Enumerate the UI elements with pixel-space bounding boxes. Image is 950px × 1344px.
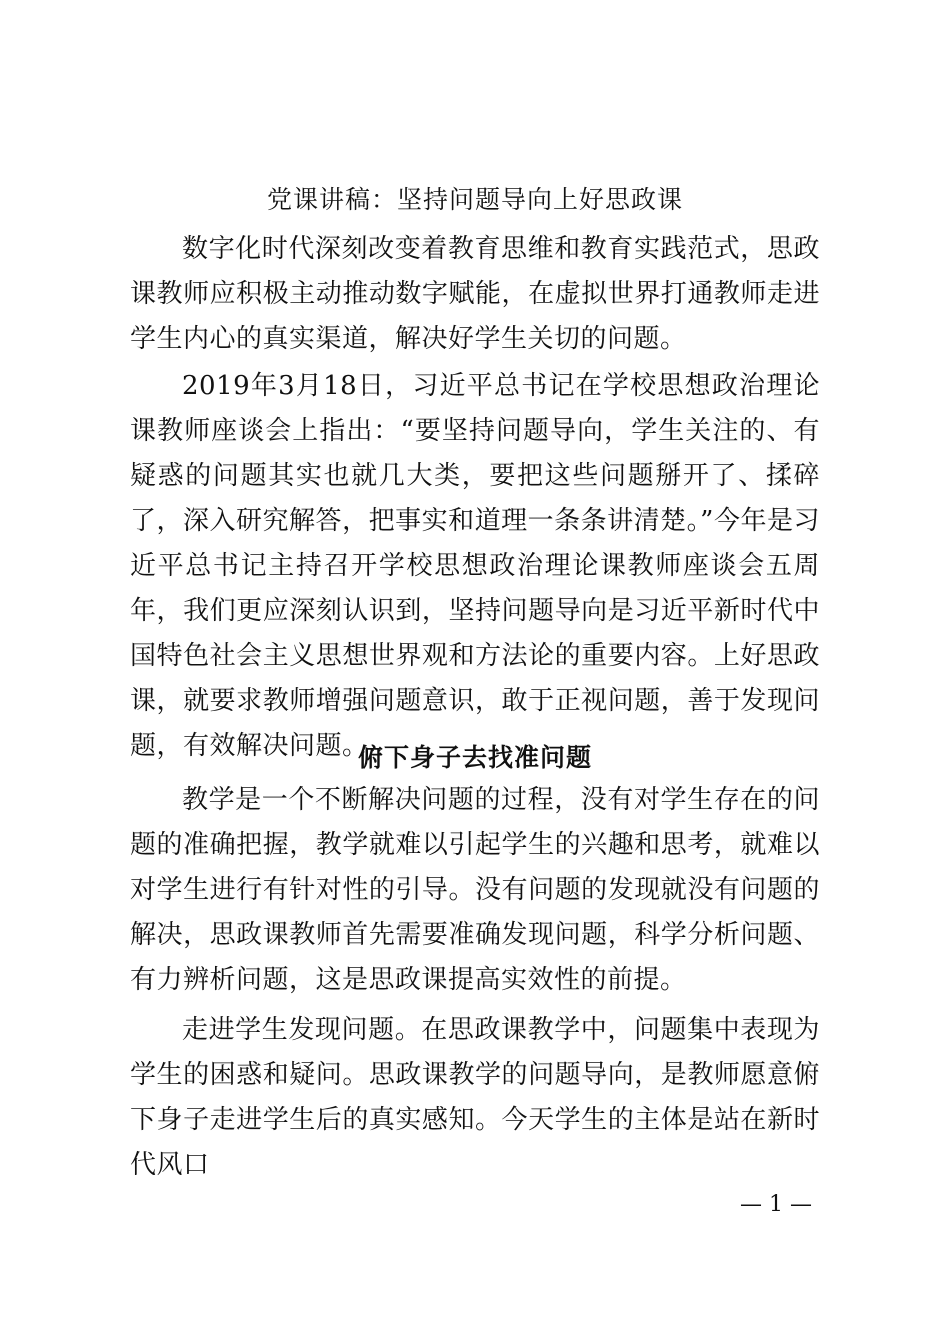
paragraph-teaching: 教学是一个不断解决问题的过程，没有对学生存在的问题的准确把握，教学就难以引起学生的兴趣和思考，就难以对学生进行有针对性的引导。没有问题的发现就没有问题的解决，思政课教师首先需要准确发现问题，科学分析问题、有力辨析问题，这是思政课提高实效性的前提。 [130,785,820,995]
section-heading: 俯下身子去找准问题 [357,743,592,772]
page-number: — 1 — [740,1192,812,1217]
paragraph-students: 走进学生发现问题。在思政课教学中，问题集中表现为学生的困惑和疑问。思政课教学的问题导向，是教师愿意俯下身子走进学生后的真实感知。今天学生的主体是站在新时代风口 [130,1015,820,1180]
document-title: 党课讲稿：坚持问题导向上好思政课 [266,185,683,214]
paragraph-intro: 数字化时代深刻改变着教育思维和教育实践范式，思政课教师应积极主动推动数字赋能，在虚拟世界打通教师走进学生内心的真实渠道，解决好学生关切的问题。 [130,234,820,354]
paragraph-quote: 2019年3月18日，习近平总书记在学校思想政治理论课教师座谈会上指出：“要坚持问题导向，学生关注的、有疑惑的问题其实也就几大类，要把这些问题掰开了、揉碎了，深入研究解答，把事实和道理一条条讲清楚。”今年是习近平总书记主持召开学校思想政治理论课教师座谈会五周年，我们更应深刻认识到，坚持问题导向是习近平新时代中国特色社会主义思想世界观和方法论的重要内容。上好思政课，就要求教师增强问题意识，敢于正视问题，善于发现问题，有效解决问题。 [130,371,820,761]
